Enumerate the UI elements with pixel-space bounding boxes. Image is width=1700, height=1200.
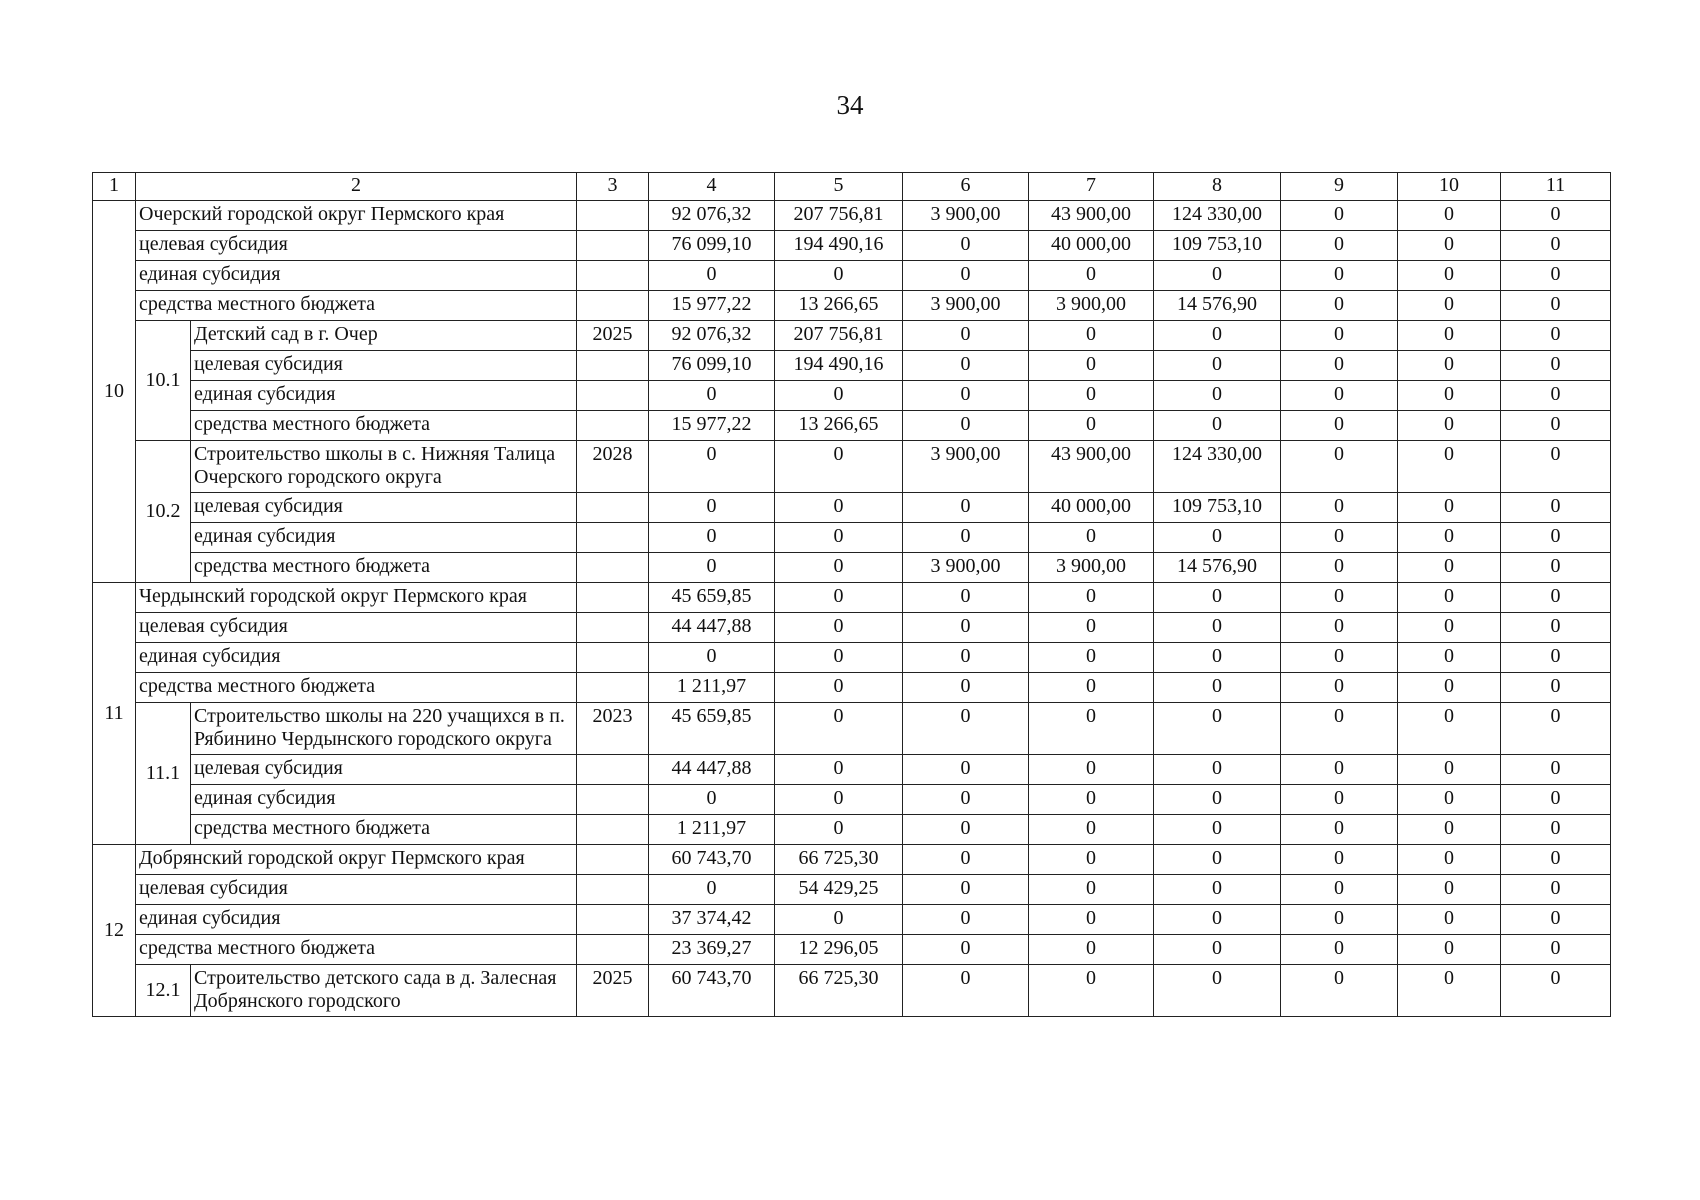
value-col-8: 0	[1154, 411, 1281, 441]
value-col-7: 0	[1029, 381, 1154, 411]
value-col-9: 0	[1281, 351, 1398, 381]
row-name: целевая субсидия	[136, 875, 577, 905]
row-year	[577, 935, 649, 965]
value-col-6: 0	[903, 815, 1029, 845]
value-col-11: 0	[1501, 643, 1611, 673]
row-name: средства местного бюджета	[136, 291, 577, 321]
table-row	[93, 673, 1611, 703]
subgroup-number: 11.1	[136, 703, 191, 845]
value-col-9: 0	[1281, 703, 1398, 755]
row-name: единая субсидия	[191, 785, 577, 815]
table-row	[93, 201, 1611, 231]
value-col-8: 14 576,90	[1154, 553, 1281, 583]
value-col-7: 0	[1029, 613, 1154, 643]
column-number-2: 2	[136, 173, 577, 201]
value-col-7: 0	[1029, 411, 1154, 441]
value-col-6: 0	[903, 231, 1029, 261]
value-col-6: 0	[903, 523, 1029, 553]
row-name: средства местного бюджета	[191, 815, 577, 845]
table-row	[93, 261, 1611, 291]
value-col-6: 3 900,00	[903, 553, 1029, 583]
value-col-7: 0	[1029, 673, 1154, 703]
table-row	[93, 291, 1611, 321]
value-col-9: 0	[1281, 905, 1398, 935]
table-row	[93, 553, 1611, 583]
value-col-7: 0	[1029, 845, 1154, 875]
row-name: средства местного бюджета	[136, 673, 577, 703]
row-name: целевая субсидия	[191, 493, 577, 523]
value-col-6: 3 900,00	[903, 441, 1029, 493]
value-col-9: 0	[1281, 965, 1398, 1017]
value-col-9: 0	[1281, 493, 1398, 523]
value-col-9: 0	[1281, 261, 1398, 291]
table-row	[93, 703, 1611, 755]
value-col-10: 0	[1398, 321, 1501, 351]
value-col-7: 40 000,00	[1029, 493, 1154, 523]
group-number: 10	[93, 201, 136, 583]
value-col-9: 0	[1281, 643, 1398, 673]
column-number-11: 11	[1501, 173, 1611, 201]
row-year	[577, 493, 649, 523]
row-year	[577, 231, 649, 261]
value-col-7: 3 900,00	[1029, 553, 1154, 583]
row-year	[577, 583, 649, 613]
value-col-7: 0	[1029, 261, 1154, 291]
value-col-10: 0	[1398, 553, 1501, 583]
value-col-4: 0	[649, 553, 775, 583]
row-name: единая субсидия	[191, 381, 577, 411]
value-col-7: 43 900,00	[1029, 441, 1154, 493]
value-col-6: 0	[903, 905, 1029, 935]
value-col-11: 0	[1501, 201, 1611, 231]
row-name: Очерский городской округ Пермского края	[136, 201, 577, 231]
value-col-10: 0	[1398, 965, 1501, 1017]
value-col-7: 0	[1029, 583, 1154, 613]
value-col-11: 0	[1501, 935, 1611, 965]
value-col-10: 0	[1398, 351, 1501, 381]
value-col-4: 1 211,97	[649, 815, 775, 845]
page-number: 34	[836, 90, 864, 120]
value-col-8: 0	[1154, 815, 1281, 845]
value-col-5: 0	[775, 583, 903, 613]
value-col-10: 0	[1398, 201, 1501, 231]
value-col-11: 0	[1501, 613, 1611, 643]
value-col-5: 0	[775, 643, 903, 673]
value-col-4: 0	[649, 381, 775, 411]
value-col-8: 0	[1154, 845, 1281, 875]
value-col-10: 0	[1398, 643, 1501, 673]
value-col-5: 0	[775, 703, 903, 755]
row-name: единая субсидия	[191, 523, 577, 553]
value-col-11: 0	[1501, 231, 1611, 261]
value-col-7: 0	[1029, 755, 1154, 785]
value-col-5: 194 490,16	[775, 351, 903, 381]
value-col-11: 0	[1501, 321, 1611, 351]
table-row	[93, 905, 1611, 935]
value-col-10: 0	[1398, 673, 1501, 703]
column-number-1: 1	[93, 173, 136, 201]
row-year	[577, 673, 649, 703]
value-col-6: 0	[903, 583, 1029, 613]
value-col-8: 0	[1154, 613, 1281, 643]
column-number-row	[93, 173, 1611, 201]
value-col-6: 0	[903, 965, 1029, 1017]
value-col-11: 0	[1501, 381, 1611, 411]
value-col-5: 13 266,65	[775, 291, 903, 321]
value-col-9: 0	[1281, 411, 1398, 441]
value-col-9: 0	[1281, 381, 1398, 411]
value-col-6: 0	[903, 875, 1029, 905]
table-row	[93, 321, 1611, 351]
value-col-4: 92 076,32	[649, 201, 775, 231]
row-name: Строительство школы в с. Нижняя Талица Очерского городского округа	[191, 441, 577, 493]
value-col-5: 207 756,81	[775, 321, 903, 351]
value-col-8: 0	[1154, 965, 1281, 1017]
value-col-8: 0	[1154, 905, 1281, 935]
value-col-4: 45 659,85	[649, 703, 775, 755]
value-col-11: 0	[1501, 965, 1611, 1017]
value-col-5: 0	[775, 785, 903, 815]
value-col-10: 0	[1398, 411, 1501, 441]
row-name: единая субсидия	[136, 643, 577, 673]
value-col-4: 1 211,97	[649, 673, 775, 703]
value-col-10: 0	[1398, 703, 1501, 755]
value-col-8: 124 330,00	[1154, 441, 1281, 493]
value-col-11: 0	[1501, 523, 1611, 553]
table-row	[93, 755, 1611, 785]
value-col-5: 0	[775, 493, 903, 523]
value-col-9: 0	[1281, 935, 1398, 965]
value-col-11: 0	[1501, 845, 1611, 875]
value-col-11: 0	[1501, 493, 1611, 523]
row-year	[577, 845, 649, 875]
value-col-11: 0	[1501, 291, 1611, 321]
table-row	[93, 643, 1611, 673]
table-row	[93, 935, 1611, 965]
value-col-8: 14 576,90	[1154, 291, 1281, 321]
table-row	[93, 493, 1611, 523]
table-row	[93, 875, 1611, 905]
value-col-5: 13 266,65	[775, 411, 903, 441]
value-col-8: 109 753,10	[1154, 231, 1281, 261]
value-col-4: 44 447,88	[649, 755, 775, 785]
value-col-8: 0	[1154, 381, 1281, 411]
row-name: единая субсидия	[136, 261, 577, 291]
value-col-6: 0	[903, 613, 1029, 643]
value-col-4: 76 099,10	[649, 351, 775, 381]
value-col-11: 0	[1501, 351, 1611, 381]
value-col-11: 0	[1501, 703, 1611, 755]
value-col-4: 60 743,70	[649, 965, 775, 1017]
value-col-9: 0	[1281, 201, 1398, 231]
value-col-7: 0	[1029, 815, 1154, 845]
row-year	[577, 785, 649, 815]
value-col-9: 0	[1281, 785, 1398, 815]
row-year	[577, 815, 649, 845]
value-col-6: 3 900,00	[903, 291, 1029, 321]
table-row	[93, 965, 1611, 1017]
value-col-5: 194 490,16	[775, 231, 903, 261]
row-name: единая субсидия	[136, 905, 577, 935]
value-col-11: 0	[1501, 673, 1611, 703]
value-col-6: 0	[903, 755, 1029, 785]
row-name: целевая субсидия	[136, 231, 577, 261]
value-col-7: 0	[1029, 351, 1154, 381]
row-name: целевая субсидия	[136, 613, 577, 643]
row-year	[577, 875, 649, 905]
value-col-10: 0	[1398, 291, 1501, 321]
row-name: целевая субсидия	[191, 755, 577, 785]
value-col-5: 54 429,25	[775, 875, 903, 905]
column-number-4: 4	[649, 173, 775, 201]
value-col-8: 0	[1154, 643, 1281, 673]
value-col-10: 0	[1398, 441, 1501, 493]
value-col-7: 0	[1029, 321, 1154, 351]
row-year	[577, 905, 649, 935]
value-col-5: 0	[775, 905, 903, 935]
value-col-5: 12 296,05	[775, 935, 903, 965]
row-year	[577, 291, 649, 321]
value-col-5: 0	[775, 523, 903, 553]
value-col-8: 0	[1154, 875, 1281, 905]
row-name: Строительство школы на 220 учащихся в п. Рябинино Чердынского городского округа	[191, 703, 577, 755]
value-col-10: 0	[1398, 613, 1501, 643]
value-col-11: 0	[1501, 755, 1611, 785]
table-row	[93, 613, 1611, 643]
value-col-10: 0	[1398, 381, 1501, 411]
row-year	[577, 411, 649, 441]
table-row	[93, 411, 1611, 441]
column-number-8: 8	[1154, 173, 1281, 201]
table-row	[93, 441, 1611, 493]
value-col-6: 0	[903, 845, 1029, 875]
value-col-4: 23 369,27	[649, 935, 775, 965]
value-col-9: 0	[1281, 613, 1398, 643]
value-col-6: 0	[903, 321, 1029, 351]
value-col-6: 0	[903, 703, 1029, 755]
subgroup-number: 10.1	[136, 321, 191, 441]
value-col-4: 0	[649, 493, 775, 523]
value-col-8: 0	[1154, 673, 1281, 703]
value-col-4: 37 374,42	[649, 905, 775, 935]
value-col-9: 0	[1281, 815, 1398, 845]
row-year: 2023	[577, 703, 649, 755]
table-row	[93, 583, 1611, 613]
row-name: Чердынский городской округ Пермского края	[136, 583, 577, 613]
subgroup-number: 10.2	[136, 441, 191, 583]
table-row	[93, 815, 1611, 845]
value-col-9: 0	[1281, 583, 1398, 613]
value-col-9: 0	[1281, 755, 1398, 785]
value-col-10: 0	[1398, 935, 1501, 965]
table-row	[93, 845, 1611, 875]
value-col-8: 0	[1154, 703, 1281, 755]
row-year	[577, 755, 649, 785]
table-row	[93, 381, 1611, 411]
row-name: Добрянский городской округ Пермского края	[136, 845, 577, 875]
value-col-6: 0	[903, 493, 1029, 523]
table-row	[93, 785, 1611, 815]
value-col-5: 66 725,30	[775, 965, 903, 1017]
row-year	[577, 351, 649, 381]
column-number-10: 10	[1398, 173, 1501, 201]
group-number: 11	[93, 583, 136, 845]
row-year: 2025	[577, 965, 649, 1017]
row-name: Строительство детского сада в д. Залесная Добрянского городского	[191, 965, 577, 1017]
value-col-5: 0	[775, 381, 903, 411]
column-number-9: 9	[1281, 173, 1398, 201]
value-col-10: 0	[1398, 755, 1501, 785]
value-col-7: 0	[1029, 523, 1154, 553]
value-col-4: 0	[649, 875, 775, 905]
value-col-10: 0	[1398, 905, 1501, 935]
value-col-5: 0	[775, 815, 903, 845]
value-col-8: 0	[1154, 935, 1281, 965]
value-col-6: 0	[903, 673, 1029, 703]
value-col-7: 43 900,00	[1029, 201, 1154, 231]
column-number-5: 5	[775, 173, 903, 201]
value-col-7: 0	[1029, 703, 1154, 755]
value-col-8: 0	[1154, 523, 1281, 553]
value-col-5: 0	[775, 553, 903, 583]
column-number-6: 6	[903, 173, 1029, 201]
value-col-6: 0	[903, 935, 1029, 965]
value-col-7: 0	[1029, 875, 1154, 905]
value-col-5: 0	[775, 673, 903, 703]
value-col-4: 0	[649, 261, 775, 291]
row-year	[577, 261, 649, 291]
row-name: средства местного бюджета	[191, 553, 577, 583]
value-col-11: 0	[1501, 785, 1611, 815]
value-col-10: 0	[1398, 523, 1501, 553]
value-col-9: 0	[1281, 845, 1398, 875]
value-col-10: 0	[1398, 815, 1501, 845]
value-col-9: 0	[1281, 673, 1398, 703]
value-col-4: 44 447,88	[649, 613, 775, 643]
value-col-10: 0	[1398, 231, 1501, 261]
value-col-10: 0	[1398, 785, 1501, 815]
table-row	[93, 231, 1611, 261]
value-col-6: 0	[903, 261, 1029, 291]
value-col-6: 0	[903, 351, 1029, 381]
value-col-10: 0	[1398, 493, 1501, 523]
value-col-5: 0	[775, 613, 903, 643]
value-col-4: 76 099,10	[649, 231, 775, 261]
row-year	[577, 201, 649, 231]
value-col-6: 0	[903, 643, 1029, 673]
row-year	[577, 381, 649, 411]
value-col-5: 0	[775, 441, 903, 493]
value-col-4: 60 743,70	[649, 845, 775, 875]
value-col-5: 207 756,81	[775, 201, 903, 231]
value-col-5: 0	[775, 755, 903, 785]
value-col-9: 0	[1281, 553, 1398, 583]
value-col-8: 0	[1154, 755, 1281, 785]
row-year	[577, 643, 649, 673]
table-row	[93, 523, 1611, 553]
value-col-9: 0	[1281, 291, 1398, 321]
column-number-3: 3	[577, 173, 649, 201]
value-col-4: 0	[649, 643, 775, 673]
value-col-7: 3 900,00	[1029, 291, 1154, 321]
value-col-11: 0	[1501, 261, 1611, 291]
value-col-8: 0	[1154, 321, 1281, 351]
value-col-11: 0	[1501, 815, 1611, 845]
subgroup-number: 12.1	[136, 965, 191, 1017]
value-col-10: 0	[1398, 261, 1501, 291]
value-col-4: 0	[649, 441, 775, 493]
value-col-8: 0	[1154, 261, 1281, 291]
value-col-10: 0	[1398, 583, 1501, 613]
table-row	[93, 351, 1611, 381]
row-year: 2025	[577, 321, 649, 351]
value-col-5: 66 725,30	[775, 845, 903, 875]
value-col-11: 0	[1501, 875, 1611, 905]
budget-table	[92, 172, 1611, 1017]
value-col-9: 0	[1281, 231, 1398, 261]
value-col-5: 0	[775, 261, 903, 291]
value-col-9: 0	[1281, 875, 1398, 905]
value-col-7: 0	[1029, 905, 1154, 935]
value-col-8: 0	[1154, 351, 1281, 381]
value-col-8: 109 753,10	[1154, 493, 1281, 523]
group-number: 12	[93, 845, 136, 1017]
value-col-4: 15 977,22	[649, 291, 775, 321]
value-col-7: 40 000,00	[1029, 231, 1154, 261]
value-col-8: 0	[1154, 583, 1281, 613]
value-col-11: 0	[1501, 905, 1611, 935]
row-name: Детский сад в г. Очер	[191, 321, 577, 351]
row-year	[577, 523, 649, 553]
row-name: средства местного бюджета	[136, 935, 577, 965]
value-col-7: 0	[1029, 643, 1154, 673]
value-col-4: 0	[649, 523, 775, 553]
value-col-9: 0	[1281, 523, 1398, 553]
value-col-8: 0	[1154, 785, 1281, 815]
value-col-8: 124 330,00	[1154, 201, 1281, 231]
value-col-10: 0	[1398, 845, 1501, 875]
value-col-6: 3 900,00	[903, 201, 1029, 231]
value-col-4: 45 659,85	[649, 583, 775, 613]
row-year	[577, 553, 649, 583]
value-col-11: 0	[1501, 583, 1611, 613]
value-col-4: 15 977,22	[649, 411, 775, 441]
value-col-6: 0	[903, 785, 1029, 815]
value-col-6: 0	[903, 381, 1029, 411]
row-name: средства местного бюджета	[191, 411, 577, 441]
row-year: 2028	[577, 441, 649, 493]
value-col-9: 0	[1281, 441, 1398, 493]
value-col-11: 0	[1501, 441, 1611, 493]
row-year	[577, 613, 649, 643]
value-col-6: 0	[903, 411, 1029, 441]
value-col-10: 0	[1398, 875, 1501, 905]
value-col-4: 0	[649, 785, 775, 815]
table-body	[93, 173, 1611, 1017]
value-col-4: 92 076,32	[649, 321, 775, 351]
value-col-7: 0	[1029, 785, 1154, 815]
value-col-7: 0	[1029, 965, 1154, 1017]
column-number-7: 7	[1029, 173, 1154, 201]
value-col-9: 0	[1281, 321, 1398, 351]
row-name: целевая субсидия	[191, 351, 577, 381]
value-col-7: 0	[1029, 935, 1154, 965]
value-col-11: 0	[1501, 553, 1611, 583]
value-col-11: 0	[1501, 411, 1611, 441]
